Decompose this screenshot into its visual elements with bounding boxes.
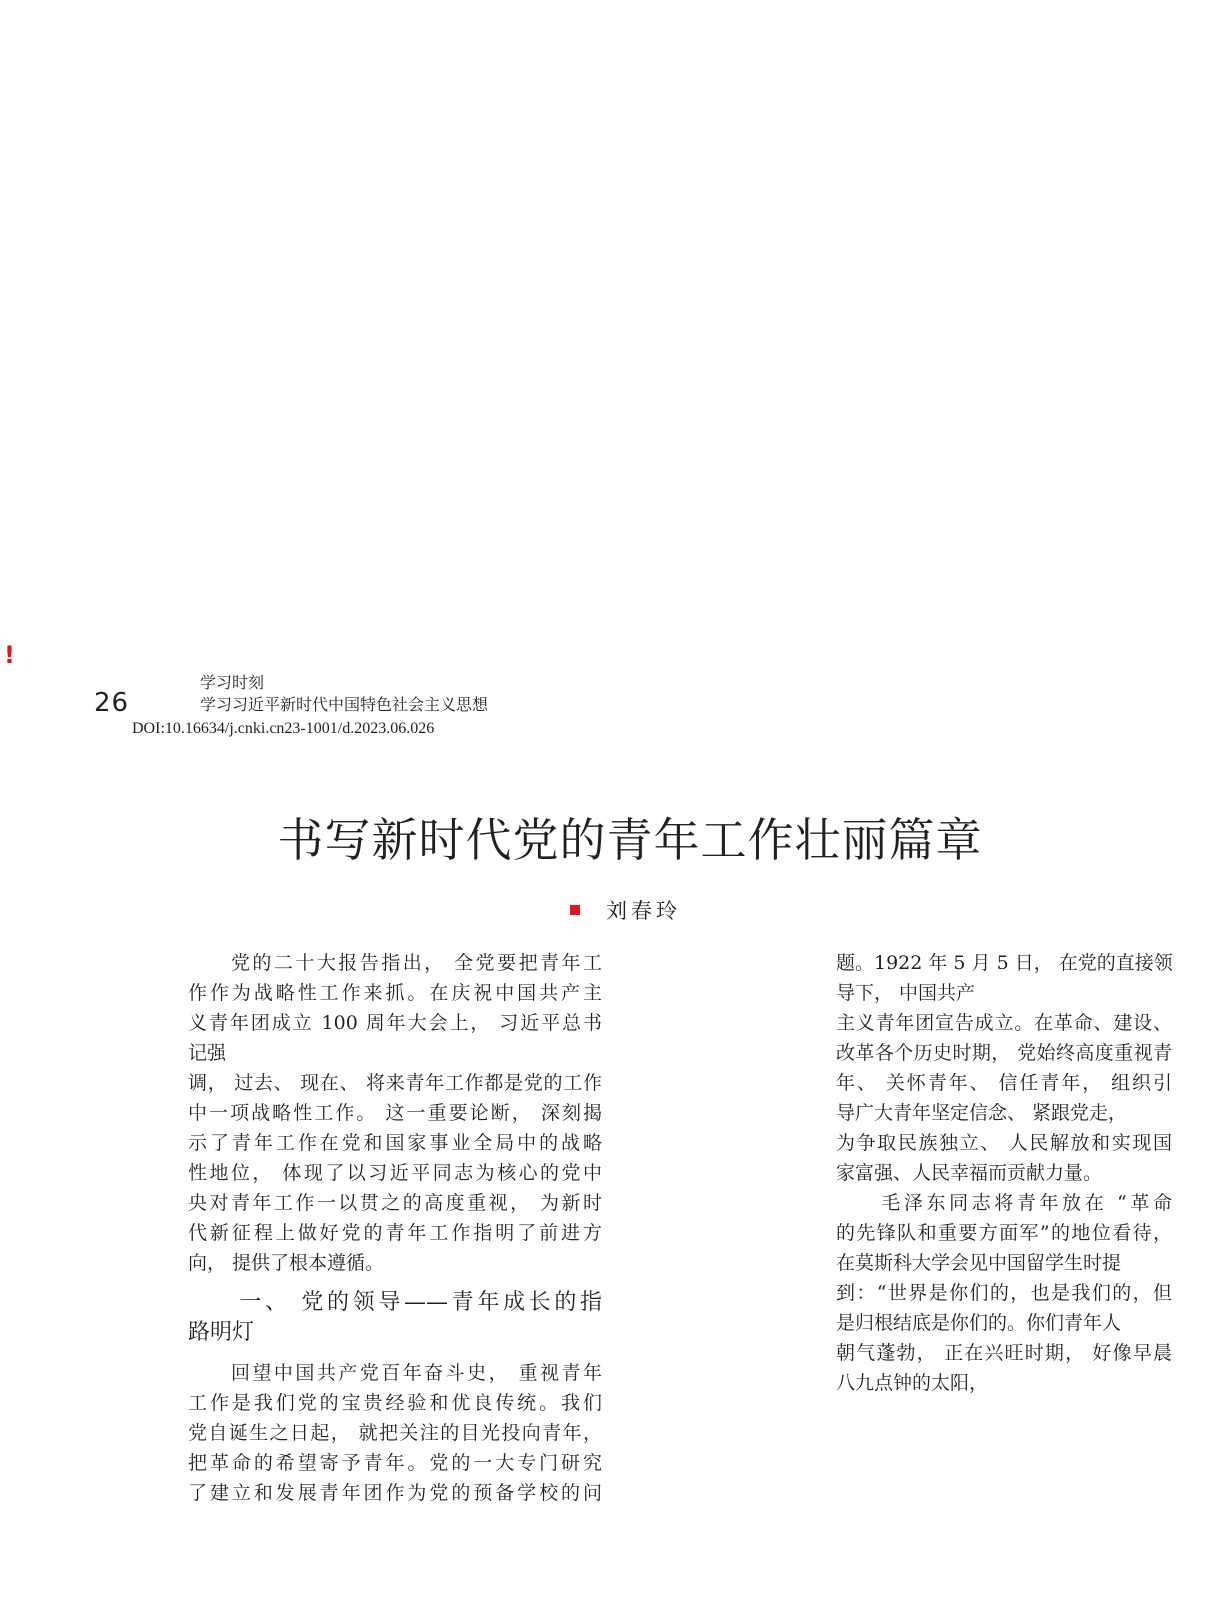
section-heading: 路明灯 bbox=[188, 1320, 255, 1345]
author-name: 刘春玲 bbox=[606, 899, 681, 923]
right-column bbox=[836, 948, 1176, 1398]
section-heading: 一、 党的领导——青年成长的指 bbox=[188, 1290, 602, 1315]
body-line: 的先锋队和重要方面军”的地位看待， bbox=[836, 1222, 1172, 1244]
body-line: 到：“世界是你们的，也是我们的，但 bbox=[836, 1282, 1172, 1304]
author-block bbox=[570, 895, 681, 925]
body-line: 调， 过去、 现在、 将来青年工作都是党的工作 bbox=[188, 1072, 602, 1094]
body-line: 导广大青年坚定信念、 紧跟党走， bbox=[836, 1102, 1128, 1124]
body-line: 义青年团成立 100 周年大会上， 习近平总书 bbox=[188, 1012, 602, 1034]
body-line: 回望中国共产党百年奋斗史， 重视青年 bbox=[188, 1362, 602, 1384]
left-column bbox=[188, 948, 608, 1508]
column-title: 学习时刻 bbox=[200, 673, 265, 692]
column-subtitle: 学习习近平新时代中国特色社会主义思想 bbox=[200, 695, 489, 714]
body-line: 在莫斯科大学会见中国留学生时提 bbox=[836, 1252, 1122, 1274]
body-line: 作作为战略性工作来抓。在庆祝中国共产主 bbox=[188, 982, 602, 1004]
body-line: 了建立和发展青年团作为党的预备学校的问 bbox=[188, 1482, 602, 1504]
body-line: 性地位， 体现了以习近平同志为核心的党中 bbox=[188, 1162, 602, 1184]
body-line: 年、 关怀青年、 信任青年， 组织引 bbox=[836, 1072, 1172, 1094]
body-line: 改革各个历史时期， 党始终高度重视青 bbox=[836, 1042, 1172, 1064]
red-square-icon bbox=[570, 905, 580, 915]
body-line: 题。1922 年 5 月 5 日， 在党的直接领 bbox=[836, 952, 1173, 974]
body-line: 央对青年工作一以贯之的高度重视， 为新时 bbox=[188, 1192, 602, 1214]
body-line: 家富强、人民幸福而贡献力量。 bbox=[836, 1162, 1103, 1184]
body-line: 毛泽东同志将青年放在 “革命 bbox=[836, 1192, 1172, 1214]
body-line: 导下， 中国共产 bbox=[836, 982, 976, 1004]
body-line: 党自诞生之日起， 就把关注的目光投向青年， bbox=[188, 1422, 602, 1444]
paragraph-spacer bbox=[188, 1348, 608, 1358]
body-line: 为争取民族独立、 人民解放和实现国 bbox=[836, 1132, 1172, 1154]
body-line: 工作是我们党的宝贵经验和优良传统。我们 bbox=[188, 1392, 602, 1414]
body-line: 朝气蓬勃， 正在兴旺时期， 好像早晨 bbox=[836, 1342, 1172, 1364]
paragraph-spacer bbox=[188, 1278, 608, 1288]
body-line: 党的二十大报告指出， 全党要把青年工 bbox=[188, 952, 602, 974]
page-number: 26 bbox=[94, 688, 130, 718]
body-line: 八九点钟的太阳， bbox=[836, 1372, 989, 1394]
doi-line: DOI:10.16634/j.cnki.cn23-1001/d.2023.06.026 bbox=[132, 720, 435, 737]
red-exclamation-mark: ! bbox=[4, 641, 15, 669]
body-line: 示了青年工作在党和国家事业全局中的战略 bbox=[188, 1132, 602, 1154]
body-line: 向， 提供了根本遵循。 bbox=[188, 1252, 385, 1274]
body-line: 中一项战略性工作。 这一重要论断， 深刻揭 bbox=[188, 1102, 602, 1124]
body-line: 代新征程上做好党的青年工作指明了前进方 bbox=[188, 1222, 602, 1244]
body-line: 记强 bbox=[188, 1042, 227, 1064]
body-line: 把革命的希望寄予青年。党的一大专门研究 bbox=[188, 1452, 602, 1474]
body-line: 主义青年团宣告成立。在革命、建设、 bbox=[836, 1012, 1172, 1034]
article-title: 书写新时代党的青年工作壮丽篇章 bbox=[277, 813, 983, 867]
body-line: 是归根结底是你们的。你们青年人 bbox=[836, 1312, 1122, 1334]
